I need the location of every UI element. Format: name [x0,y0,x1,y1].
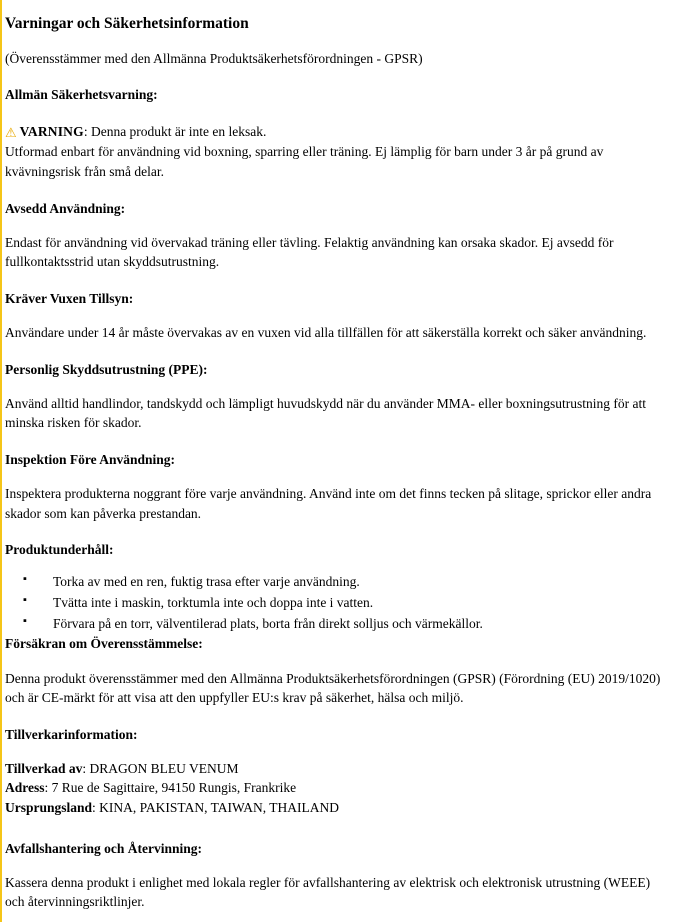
list-item: ▪ Torka av med en ren, fuktig trasa efter varje användning. [5,572,663,592]
section-heading-disposal: Avfallshantering och Återvinning: [5,840,203,856]
list-item: ▪ Tvätta inte i maskin, torktumla inte och doppa inte i vatten. [5,593,663,613]
address-label: Adress [5,780,45,796]
section-heading-general-safety: Allmän Säkerhetsvarning: [5,87,158,103]
maintenance-list [5,572,663,635]
document-subtitle: (Överensstämmer med den Allmänna Produktsäkerhetsförordningen - GPSR) [5,51,423,67]
origin-label: Ursprungsland [5,800,93,816]
section-heading-ppe: Personlig Skyddsutrustning (PPE): [5,361,208,377]
section-heading-intended-use: Avsedd Användning: [5,200,126,216]
intended-use-body: Endast för användning vid övervakad träning eller tävling. Felaktig användning kan orsaka skador. Ej avsedd för fullkontaktsstrid utan skyddsutrustning. [5,234,614,270]
address-row [5,778,663,798]
section-heading-maintenance: Produktunderhåll: [5,542,114,558]
warning-word: VARNING [19,123,84,139]
origin-row [5,798,663,818]
address-value: : 7 Rue de Sagittaire, 94150 Rungis, Frankrike [44,780,297,796]
ppe-body: Använd alltid handlindor, tandskydd och lämpligt huvudskydd när du använder MMA- eller boxningsutrustning för att minska risken för skador. [5,395,646,431]
section-heading-conformity: Försäkran om Överensstämmelse: [5,636,203,652]
left-accent-rule [0,0,2,922]
warning-paragraph [5,122,663,182]
manufacturer-row [5,759,663,779]
section-heading-adult-supervision: Kräver Vuxen Tillsyn: [5,290,134,306]
manufacturer-label: Tillverkad av [5,760,83,776]
manufacturer-value: : DRAGON BLEU VENUM [82,760,239,776]
adult-supervision-body: Användare under 14 år måste övervakas av en vuxen vid alla tillfällen för att säkerställa korrekt och säker användning. [5,325,647,341]
page-title: Varningar och Säkerhetsinformation [5,15,249,32]
section-heading-manufacturer: Tillverkarinformation: [5,726,138,742]
origin-value: : KINA, PAKISTAN, TAIWAN, THAILAND [92,800,340,816]
warning-lead: : Denna produkt är inte en leksak. [83,123,267,139]
list-item: ▪ Förvara på en torr, välventilerad plats, borta från direkt solljus och värmekällor. [5,614,663,634]
manufacturer-details [5,759,663,818]
section-heading-inspection: Inspektion Före Användning: [5,452,176,468]
warning-triangle-icon: ⚠ [5,124,17,140]
warning-body: Utformad enbart för användning vid boxning, sparring eller träning. Ej lämplig för barn under 3 år på grund av kvävningsrisk från små delar. [5,144,604,179]
conformity-body: Denna produkt överensstämmer med den Allmänna Produktsäkerhetsförordningen (GPSR) (Förordning (EU) 2019/1020) och är CE-märkt för att visa att den uppfyller EU:s krav på säkerhet, hälsa och miljö. [5,670,661,706]
disposal-body: Kassera denna produkt i enlighet med lokala regler för avfallshantering av elektrisk och elektronisk utrustning (WEEE) och återvinningsriktlinjer. [5,874,651,910]
inspection-body: Inspektera produkterna noggrant före varje användning. Använd inte om det finns tecken på slitage, sprickor eller andra skador som kan påverka prestandan. [5,486,652,521]
